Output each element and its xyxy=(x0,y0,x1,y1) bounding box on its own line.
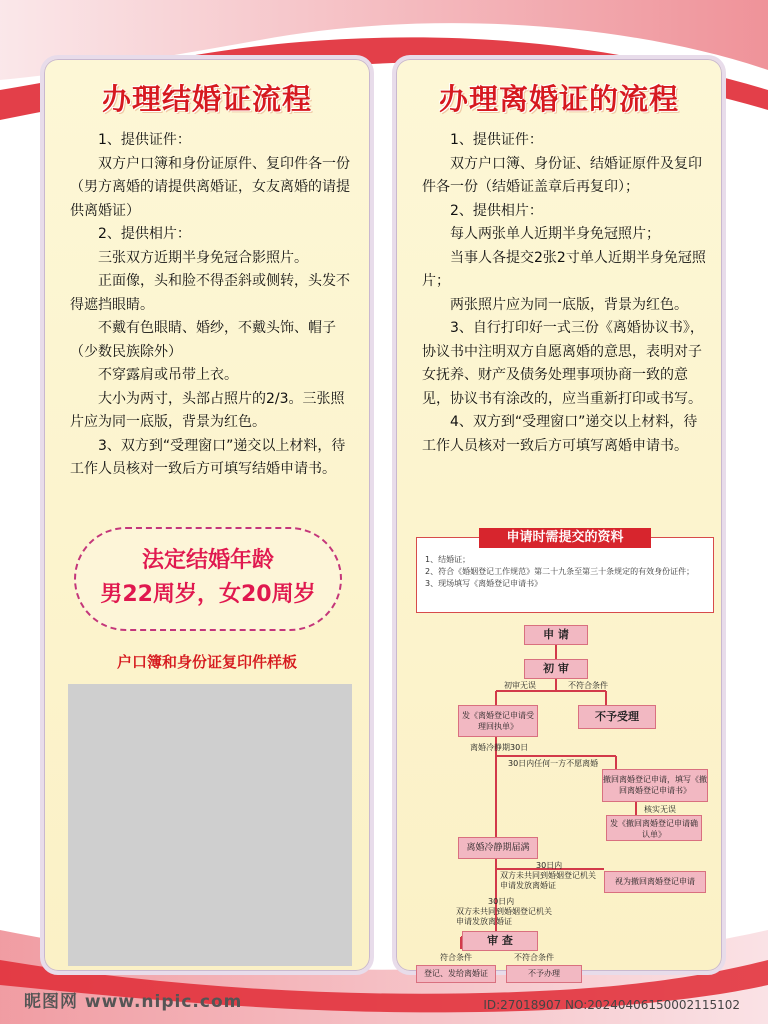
divorce-title: 办理离婚证的流程 xyxy=(438,82,679,116)
flow-fail-label: 不符合条件 xyxy=(568,681,608,690)
marriage-step-text: 三张双方近期半身免冠合影照片。 xyxy=(98,249,308,266)
flow-withdraw-note: 30日内任何一方不愿离婚 xyxy=(508,759,599,768)
flow-withdraw-confirm: 发《撤回离婚登记申请确认单》 xyxy=(606,815,702,841)
divorce-step-text: 4、双方到“受理窗口”递交以上材料，待工作人员核对一致后方可填写离婚申请书。 xyxy=(422,414,698,454)
marriage-step-text: 2、提供相片： xyxy=(98,226,191,242)
marriage-step-text: 大小为两寸，头部占照片的2/3。三张照片应为同一底版，背景为红色。 xyxy=(70,390,345,430)
materials-list xyxy=(425,554,707,590)
marriage-step-text: 3、双方到“受理窗口”递交以上材料，待工作人员核对一致后方可填写结婚申请书。 xyxy=(70,437,346,477)
materials-item: 2、符合《婚姻登记工作规范》第二十九条至第三十条规定的有效身份证件； xyxy=(425,567,695,576)
divorce-step-text: 当事人各提交2张2寸单人近期半身免冠照片； xyxy=(422,249,706,289)
footer xyxy=(0,994,768,1024)
flow-both-not-b: 双方未共同到婚姻登记机关申请发放离婚证 xyxy=(456,907,552,926)
marriage-title: 办理结婚证流程 xyxy=(101,82,312,116)
divorce-step-text: 3、自行打印好一式三份《离婚协议书》，协议书中注明双方自愿离婚的意思，表明对子女抚养、财产及债务处理事项协商一致的意见，协议书有涂改的，应当重新打印或书写。 xyxy=(422,320,704,407)
flow-withdraw-apply: 撤回离婚登记申请，填写《撤回离婚登记申请书》 xyxy=(602,769,708,802)
marriage-steps xyxy=(70,129,354,482)
materials-title: 申请时需提交的资料 xyxy=(479,528,651,548)
materials-item: 1、结婚证； xyxy=(425,555,471,564)
flow-cooling-end: 离婚冷静期届满 xyxy=(458,837,538,859)
flow-pass-label: 初审无误 xyxy=(504,681,536,690)
flow-apply: 申 请 xyxy=(524,625,588,645)
sample-placeholder xyxy=(68,684,352,966)
flow-meet-label: 符合条件 xyxy=(440,953,472,962)
marriage-panel xyxy=(40,55,374,975)
marriage-step-text: 不戴有色眼睛、婚纱，不戴头饰、帽子（少数民族除外） xyxy=(70,320,336,360)
legal-age-value: 男22周岁，女20周岁 xyxy=(100,582,316,607)
flow-first-review: 初 审 xyxy=(524,659,588,679)
materials-item: 3、现场填写《离婚登记申请书》 xyxy=(425,579,543,588)
divorce-flowchart xyxy=(396,619,722,979)
flow-issue-receipt: 发《离婚登记申请受理回执单》 xyxy=(458,705,538,737)
divorce-step-text: 1、提供证件： xyxy=(450,132,543,148)
legal-age-heading: 法定结婚年龄 xyxy=(141,548,274,573)
marriage-step-text: 双方户口簿和身份证原件、复印件各一份（男方离婚的请提供离婚证，女友离婚的请提供离婚证） xyxy=(70,155,350,219)
marriage-step-text: 不穿露肩或吊带上衣。 xyxy=(98,367,238,383)
image-id: ID:27018907 NO:20240406150002115102 xyxy=(483,998,740,1012)
flow-deemed-withdraw: 视为撤回离婚登记申请 xyxy=(604,871,706,893)
materials-box xyxy=(416,530,714,613)
divorce-step-text: 2、提供相片： xyxy=(450,202,543,219)
watermark: 昵图网 www.nipic.com xyxy=(24,992,243,1012)
marriage-step-text: 1、提供证件： xyxy=(98,132,191,148)
divorce-step-text: 两张照片应为同一底版，背景为红色。 xyxy=(450,296,688,313)
divorce-panel xyxy=(392,55,726,978)
flow-verified-label: 核实无误 xyxy=(644,805,676,814)
flow-register: 登记、发给离婚证 xyxy=(416,965,496,983)
flow-reject: 不予受理 xyxy=(578,705,656,729)
flow-cooling-label: 离婚冷静期30日 xyxy=(470,743,529,752)
flow-review: 审 查 xyxy=(462,931,538,951)
marriage-step-text: 正面像，头和脸不得歪斜或侧转，头发不得遮挡眼睛。 xyxy=(70,273,350,313)
flow-within30-b: 30日内 xyxy=(488,897,515,906)
divorce-step-text: 每人两张单人近期半身免冠照片； xyxy=(450,226,660,242)
divorce-steps xyxy=(422,129,706,458)
flow-not-handle: 不予办理 xyxy=(506,965,582,983)
sample-title: 户口簿和身份证复印件样板 xyxy=(116,653,297,671)
flow-not-meet-label: 不符合条件 xyxy=(514,953,554,962)
flow-within30-a: 30日内 xyxy=(536,861,563,870)
divorce-step-text: 双方户口簿、身份证、结婚证原件及复印件各一份（结婚证盖章后再复印）； xyxy=(422,155,702,195)
legal-age-oval xyxy=(74,527,342,631)
flow-both-not-a: 双方未共同到婚姻登记机关申请发放离婚证 xyxy=(500,871,596,890)
